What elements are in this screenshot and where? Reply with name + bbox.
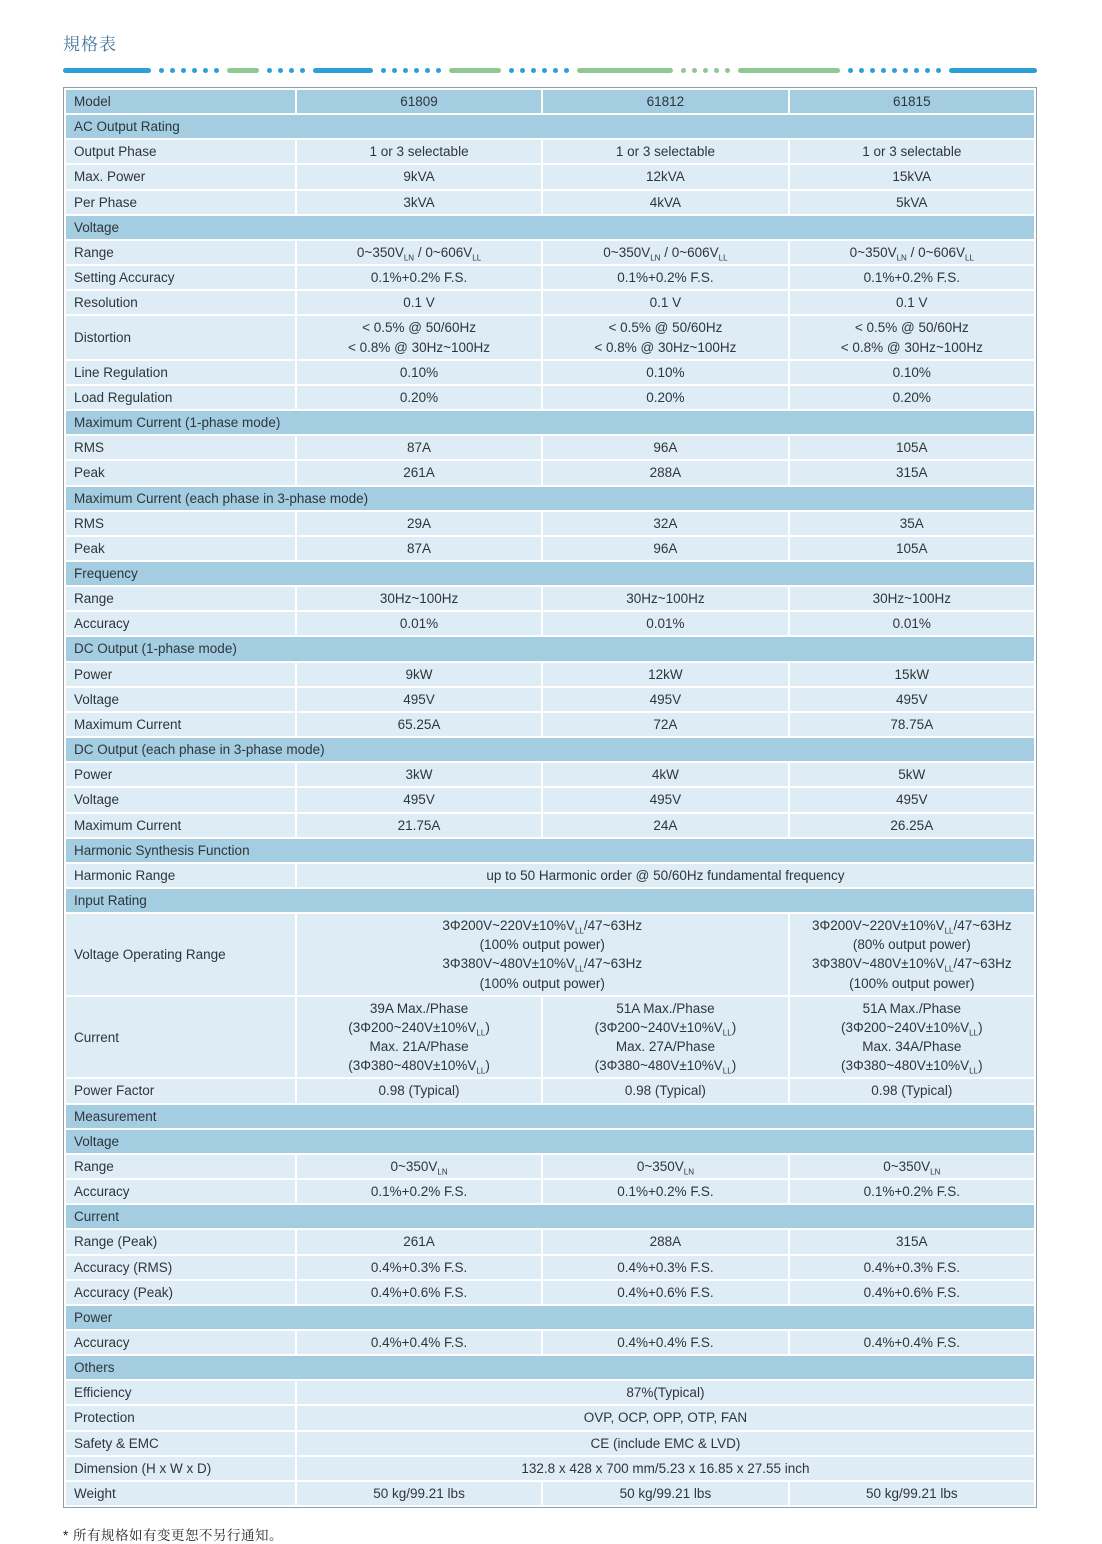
row-label-cell: Maximum Current <box>65 712 296 737</box>
value-cell: 315A <box>789 1229 1035 1254</box>
divider-dot <box>564 68 569 73</box>
section-header-cell: Maximum Current (each phase in 3-phase mode) <box>65 486 1035 511</box>
value-cell: 0.4%+0.4% F.S. <box>789 1330 1035 1355</box>
value-cell: $0\sim 350V_{LN}$ <box>789 1154 1035 1179</box>
value-cell: $3\Phi 200V\sim 220V\pm 10\%V_{LL}/47\sim 63Hz$ (80% output power) $3\Phi 380V\sim 480V\pm 10\%V_{LL}/47\sim 63Hz$ (100% output power) <box>789 913 1035 996</box>
section-row <box>65 1204 1035 1229</box>
value-cell: 5kW <box>789 762 1035 787</box>
table-row <box>65 762 1035 787</box>
value-cell: 30Hz~100Hz <box>296 586 542 611</box>
divider-dots <box>381 68 441 73</box>
divider-dot <box>267 68 272 73</box>
value-cell: $3\Phi 200V\sim 220V\pm 10\%V_{LL}/47\sim 63Hz$ (100% output power) $3\Phi 380V\sim 480V\pm 10\%V_{LL}/47\sim 63Hz$ (100% output power) <box>296 913 789 996</box>
row-label-cell: Accuracy <box>65 1330 296 1355</box>
section-row <box>65 1355 1035 1380</box>
divider-dash <box>577 68 673 73</box>
value-cell: 0.20% <box>296 385 542 410</box>
value-cell: 495V <box>789 687 1035 712</box>
value-cell: 15kVA <box>789 164 1035 189</box>
value-cell: 0.1 V <box>542 290 788 315</box>
divider-dot <box>859 68 864 73</box>
table-row <box>65 611 1035 636</box>
divider-dot <box>289 68 294 73</box>
table-row <box>65 1481 1035 1506</box>
divider-dot <box>848 68 853 73</box>
divider-dot <box>203 68 208 73</box>
row-label-cell: Power <box>65 662 296 687</box>
value-cell: 0.4%+0.3% F.S. <box>542 1255 788 1280</box>
value-cell: $0\sim 350V_{LN}$ <box>542 1154 788 1179</box>
table-row <box>65 687 1035 712</box>
value-cell: 288A <box>542 1229 788 1254</box>
value-cell: 9kW <box>296 662 542 687</box>
table-row <box>65 190 1035 215</box>
divider-dash <box>738 68 840 73</box>
row-label-cell: Peak <box>65 460 296 485</box>
spec-table-container <box>63 87 1037 1508</box>
page-title: 規格表 <box>63 35 117 54</box>
value-cell: 29A <box>296 511 542 536</box>
divider-dot <box>936 68 941 73</box>
row-label-cell: Voltage <box>65 687 296 712</box>
value-cell: 0.01% <box>296 611 542 636</box>
value-cell: 9kVA <box>296 164 542 189</box>
value-cell: 495V <box>296 687 542 712</box>
value-cell: 51A Max./Phase $(3\Phi 200\sim 240V\pm 10\%V_{LL})$ Max. 27A/Phase $(3\Phi 380\sim 480V\pm 10\%V_{LL})$ <box>542 996 788 1079</box>
value-cell: up to 50 Harmonic order @ 50/60Hz fundamental frequency <box>296 863 1035 888</box>
value-cell: 1 or 3 selectable <box>296 139 542 164</box>
divider-dot <box>159 68 164 73</box>
table-row <box>65 1255 1035 1280</box>
value-cell: 32A <box>542 511 788 536</box>
footnote: * 所有规格如有变更恕不另行通知。 <box>63 1528 284 1544</box>
table-row <box>65 536 1035 561</box>
table-row <box>65 787 1035 812</box>
value-cell: 3kVA <box>296 190 542 215</box>
section-header-cell: Power <box>65 1305 1035 1330</box>
value-cell: 24A <box>542 813 788 838</box>
value-cell: 0.4%+0.4% F.S. <box>296 1330 542 1355</box>
section-header-cell: DC Output (1-phase mode) <box>65 636 1035 661</box>
row-label-cell: Range <box>65 240 296 265</box>
row-label-cell: Distortion <box>65 315 296 359</box>
divider-dot <box>914 68 919 73</box>
value-cell: 50 kg/99.21 lbs <box>296 1481 542 1506</box>
divider-dot <box>881 68 886 73</box>
value-cell: CE (include EMC & LVD) <box>296 1431 1035 1456</box>
value-cell: $0\sim 350V_{LN}$ <box>296 1154 542 1179</box>
value-cell: 65.25A <box>296 712 542 737</box>
table-row <box>65 813 1035 838</box>
table-row <box>65 1431 1035 1456</box>
value-cell: 15kW <box>789 662 1035 687</box>
table-row <box>65 139 1035 164</box>
divider-dot <box>170 68 175 73</box>
divider-dot <box>714 68 719 73</box>
divider-dot <box>509 68 514 73</box>
value-cell: 105A <box>789 435 1035 460</box>
divider-dot <box>681 68 686 73</box>
value-cell: 4kW <box>542 762 788 787</box>
value-cell: 0.01% <box>789 611 1035 636</box>
value-cell: $0\sim 350V_{LN}$ / $0\sim 606V_{LL}$ <box>296 240 542 265</box>
divider-dots <box>848 68 941 73</box>
value-cell: 261A <box>296 460 542 485</box>
value-cell: 132.8 x 428 x 700 mm/5.23 x 16.85 x 27.55 inch <box>296 1456 1035 1481</box>
value-cell: 0.10% <box>789 360 1035 385</box>
model-number-cell: 61812 <box>542 89 788 114</box>
value-cell: 288A <box>542 460 788 485</box>
value-cell: 21.75A <box>296 813 542 838</box>
divider-dot <box>403 68 408 73</box>
row-label-cell: Protection <box>65 1405 296 1430</box>
value-cell: $0\sim 350V_{LN}$ / $0\sim 606V_{LL}$ <box>789 240 1035 265</box>
value-cell: < 0.5% @ 50/60Hz < 0.8% @ 30Hz~100Hz <box>542 315 788 359</box>
row-label-cell: RMS <box>65 435 296 460</box>
value-cell: 0.4%+0.3% F.S. <box>789 1255 1035 1280</box>
table-row <box>65 265 1035 290</box>
value-cell: 0.10% <box>296 360 542 385</box>
value-cell: 0.1%+0.2% F.S. <box>296 265 542 290</box>
divider-dot <box>542 68 547 73</box>
value-cell: 87%(Typical) <box>296 1380 1035 1405</box>
value-cell: 0.1%+0.2% F.S. <box>789 265 1035 290</box>
section-row <box>65 410 1035 435</box>
divider-dot <box>553 68 558 73</box>
table-row <box>65 89 1035 114</box>
value-cell: 495V <box>542 787 788 812</box>
value-cell: 87A <box>296 536 542 561</box>
row-label-cell: Efficiency <box>65 1380 296 1405</box>
row-label-cell: Current <box>65 996 296 1079</box>
divider-dot <box>520 68 525 73</box>
section-header-cell: DC Output (each phase in 3-phase mode) <box>65 737 1035 762</box>
value-cell: < 0.5% @ 50/60Hz < 0.8% @ 30Hz~100Hz <box>296 315 542 359</box>
table-row <box>65 712 1035 737</box>
divider-dot <box>181 68 186 73</box>
value-cell: 51A Max./Phase $(3\Phi 200\sim 240V\pm 10\%V_{LL})$ Max. 34A/Phase $(3\Phi 380\sim 480V\pm 10\%V_{LL})$ <box>789 996 1035 1079</box>
value-cell: 0.4%+0.4% F.S. <box>542 1330 788 1355</box>
value-cell: 0.20% <box>542 385 788 410</box>
row-label-cell: Resolution <box>65 290 296 315</box>
value-cell: 0.1 V <box>296 290 542 315</box>
divider-dots <box>681 68 730 73</box>
table-row <box>65 511 1035 536</box>
value-cell: 0.10% <box>542 360 788 385</box>
value-cell: 30Hz~100Hz <box>542 586 788 611</box>
value-cell: 1 or 3 selectable <box>542 139 788 164</box>
divider-dash <box>227 68 259 73</box>
row-label-cell: Accuracy <box>65 1179 296 1204</box>
value-cell: 495V <box>296 787 542 812</box>
row-label-cell: Setting Accuracy <box>65 265 296 290</box>
table-row <box>65 360 1035 385</box>
row-label-cell: Safety & EMC <box>65 1431 296 1456</box>
table-row <box>65 385 1035 410</box>
divider-dot <box>414 68 419 73</box>
divider-dots <box>159 68 219 73</box>
table-row <box>65 460 1035 485</box>
value-cell: 495V <box>789 787 1035 812</box>
divider-dot <box>903 68 908 73</box>
section-header-cell: Maximum Current (1-phase mode) <box>65 410 1035 435</box>
divider-dots <box>267 68 305 73</box>
value-cell: 1 or 3 selectable <box>789 139 1035 164</box>
decorative-divider <box>63 66 1037 74</box>
divider-dash <box>313 68 373 73</box>
section-row <box>65 1104 1035 1129</box>
table-row <box>65 863 1035 888</box>
value-cell: 0.1%+0.2% F.S. <box>542 1179 788 1204</box>
divider-dot <box>392 68 397 73</box>
divider-dot <box>192 68 197 73</box>
table-row <box>65 996 1035 1079</box>
row-label-cell: Per Phase <box>65 190 296 215</box>
table-row <box>65 1078 1035 1103</box>
row-label-cell: Range <box>65 586 296 611</box>
value-cell: 0.4%+0.6% F.S. <box>789 1280 1035 1305</box>
spec-table <box>64 88 1036 1507</box>
section-header-cell: Harmonic Synthesis Function <box>65 838 1035 863</box>
section-row <box>65 561 1035 586</box>
table-row <box>65 290 1035 315</box>
section-header-cell: AC Output Rating <box>65 114 1035 139</box>
divider-dot <box>892 68 897 73</box>
value-cell: 0.4%+0.6% F.S. <box>542 1280 788 1305</box>
value-cell: 0.4%+0.6% F.S. <box>296 1280 542 1305</box>
row-label-cell: Range (Peak) <box>65 1229 296 1254</box>
table-row <box>65 1154 1035 1179</box>
row-label-cell: Dimension (H x W x D) <box>65 1456 296 1481</box>
row-label-cell: Maximum Current <box>65 813 296 838</box>
value-cell: 0.98 (Typical) <box>542 1078 788 1103</box>
row-label-cell: Line Regulation <box>65 360 296 385</box>
table-row <box>65 1405 1035 1430</box>
divider-dot <box>300 68 305 73</box>
row-label-cell: RMS <box>65 511 296 536</box>
row-label-cell: Peak <box>65 536 296 561</box>
value-cell: 30Hz~100Hz <box>789 586 1035 611</box>
value-cell: 315A <box>789 460 1035 485</box>
value-cell: 0.01% <box>542 611 788 636</box>
divider-dot <box>278 68 283 73</box>
value-cell: 0.20% <box>789 385 1035 410</box>
value-cell: OVP, OCP, OPP, OTP, FAN <box>296 1405 1035 1430</box>
row-label-cell: Power <box>65 762 296 787</box>
divider-dot <box>925 68 930 73</box>
section-header-cell: Input Rating <box>65 888 1035 913</box>
value-cell: 0.98 (Typical) <box>296 1078 542 1103</box>
section-header-cell: Voltage <box>65 1129 1035 1154</box>
value-cell: 96A <box>542 435 788 460</box>
value-cell: 87A <box>296 435 542 460</box>
value-cell: 0.4%+0.3% F.S. <box>296 1255 542 1280</box>
table-row <box>65 164 1035 189</box>
value-cell: 12kW <box>542 662 788 687</box>
divider-dot <box>214 68 219 73</box>
value-cell: 4kVA <box>542 190 788 215</box>
section-row <box>65 737 1035 762</box>
value-cell: < 0.5% @ 50/60Hz < 0.8% @ 30Hz~100Hz <box>789 315 1035 359</box>
model-number-cell: 61815 <box>789 89 1035 114</box>
table-row <box>65 662 1035 687</box>
row-label-cell: Power Factor <box>65 1078 296 1103</box>
divider-dot <box>725 68 730 73</box>
divider-dash <box>949 68 1037 73</box>
table-row <box>65 1380 1035 1405</box>
divider-dash <box>63 68 151 73</box>
value-cell: 495V <box>542 687 788 712</box>
value-cell: 35A <box>789 511 1035 536</box>
section-header-cell: Measurement <box>65 1104 1035 1129</box>
table-row <box>65 1280 1035 1305</box>
row-label-cell: Load Regulation <box>65 385 296 410</box>
value-cell: 3kW <box>296 762 542 787</box>
section-header-cell: Others <box>65 1355 1035 1380</box>
divider-dot <box>692 68 697 73</box>
section-row <box>65 636 1035 661</box>
value-cell: 0.1 V <box>789 290 1035 315</box>
table-row <box>65 1456 1035 1481</box>
section-row <box>65 1305 1035 1330</box>
row-label-cell: Max. Power <box>65 164 296 189</box>
table-row <box>65 1229 1035 1254</box>
value-cell: 0.98 (Typical) <box>789 1078 1035 1103</box>
model-number-cell: 61809 <box>296 89 542 114</box>
table-row <box>65 1179 1035 1204</box>
value-cell: 39A Max./Phase $(3\Phi 200\sim 240V\pm 10\%V_{LL})$ Max. 21A/Phase $(3\Phi 380\sim 480V\pm 10\%V_{LL})$ <box>296 996 542 1079</box>
value-cell: 50 kg/99.21 lbs <box>789 1481 1035 1506</box>
divider-dot <box>870 68 875 73</box>
value-cell: 96A <box>542 536 788 561</box>
divider-dot <box>703 68 708 73</box>
table-row <box>65 586 1035 611</box>
divider-dot <box>425 68 430 73</box>
table-row <box>65 315 1035 359</box>
section-row <box>65 215 1035 240</box>
divider-dots <box>509 68 569 73</box>
row-label-cell: Voltage Operating Range <box>65 913 296 996</box>
spec-table-body <box>65 89 1035 1506</box>
row-label-cell: Accuracy <box>65 611 296 636</box>
row-label-cell: Harmonic Range <box>65 863 296 888</box>
table-row <box>65 1330 1035 1355</box>
section-row <box>65 114 1035 139</box>
row-label-cell: Range <box>65 1154 296 1179</box>
row-label-cell: Voltage <box>65 787 296 812</box>
value-cell: 72A <box>542 712 788 737</box>
section-row <box>65 486 1035 511</box>
value-cell: 5kVA <box>789 190 1035 215</box>
divider-dot <box>436 68 441 73</box>
value-cell: 105A <box>789 536 1035 561</box>
divider-dash <box>449 68 501 73</box>
row-label-cell: Accuracy (Peak) <box>65 1280 296 1305</box>
value-cell: $0\sim 350V_{LN}$ / $0\sim 606V_{LL}$ <box>542 240 788 265</box>
value-cell: 78.75A <box>789 712 1035 737</box>
section-row <box>65 888 1035 913</box>
section-header-cell: Voltage <box>65 215 1035 240</box>
row-label-cell: Weight <box>65 1481 296 1506</box>
value-cell: 12kVA <box>542 164 788 189</box>
value-cell: 261A <box>296 1229 542 1254</box>
section-header-cell: Frequency <box>65 561 1035 586</box>
row-label-cell: Accuracy (RMS) <box>65 1255 296 1280</box>
divider-dot <box>381 68 386 73</box>
row-label-cell: Model <box>65 89 296 114</box>
section-row <box>65 838 1035 863</box>
section-row <box>65 1129 1035 1154</box>
value-cell: 26.25A <box>789 813 1035 838</box>
table-row <box>65 913 1035 996</box>
divider-dot <box>531 68 536 73</box>
value-cell: 0.1%+0.2% F.S. <box>789 1179 1035 1204</box>
row-label-cell: Output Phase <box>65 139 296 164</box>
section-header-cell: Current <box>65 1204 1035 1229</box>
value-cell: 50 kg/99.21 lbs <box>542 1481 788 1506</box>
table-row <box>65 435 1035 460</box>
value-cell: 0.1%+0.2% F.S. <box>296 1179 542 1204</box>
value-cell: 0.1%+0.2% F.S. <box>542 265 788 290</box>
table-row <box>65 240 1035 265</box>
